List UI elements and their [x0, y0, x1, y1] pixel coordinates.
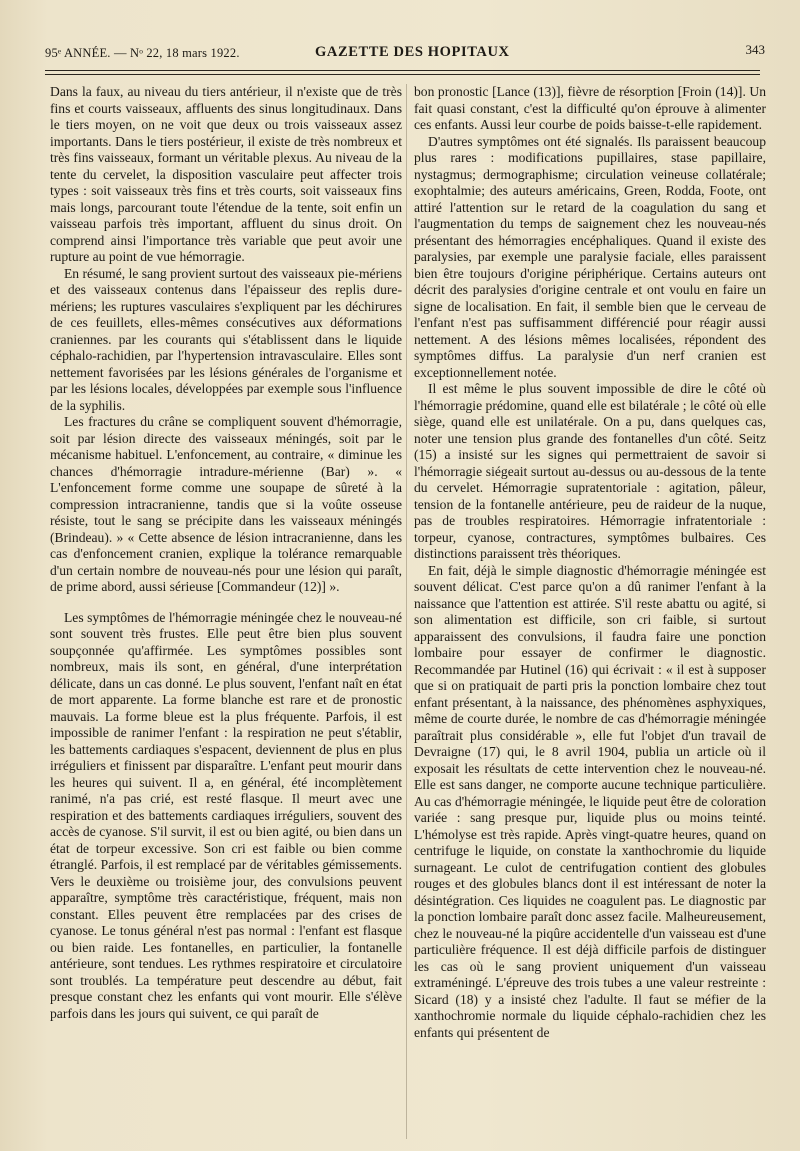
header-rule-top: [45, 70, 760, 71]
paragraph: D'autres symptômes ont été signalés. Ils paraissent beaucoup plus rares : modifications pupillaires, stase papillaire, nystagmus; dermographisme; circulation veineuse collatérale; exophtalmie; des auteurs américains, Green, Rodda, Foote, ont attiré l'attention sur le retard de la coagulation du sang et l'augmentation du temps de saignement chez les nouveau-nés présentant des hémorragies encéphaliques. Quand il existe des paralysies, par exemple une paralysie faciale, elles paraissent bien être toujours d'origine périphérique. Certains auteurs ont décrit des paralysies d'origine centrale et ont voulu en faire un signe de localisation. En fait, il semble bien que le cerveau de l'enfant n'est pas suffisamment différencié pour réagir aussi nettement. A des lésions mêmes localisées, répondent des symptômes diffus. La paralysie d'un nerf cranien est exceptionnellement notée.: [414, 133, 766, 380]
paragraph: Les fractures du crâne se compliquent souvent d'hémorragie, soit par lésion directe des vaisseaux méningés, soit par le mécanisme habituel. L'enfoncement, au contraire, « diminue les chances d'hémorragie intradure-mérienne (Bar) ». « L'enfoncement forme comme une soupape de sûreté à la compression intracranienne, tandis que si la voûte osseuse résiste, tout le sang se précipite dans les vaisseaux méningés (Brindeau). » « Cette absence de lésion intracranienne, dans les cas d'enfoncement cranien, explique la tolérance remarquable d'un certain nombre de nouveau-nés pour une lésion qui paraît, de prime abord, aussi sérieuse [Commandeur (12)] ».: [50, 414, 402, 594]
right-column: [414, 84, 766, 1041]
paragraph: bon pronostic [Lance (13)], fièvre de résorption [Froin (14)]. Un fait quasi constant, c'est la difficulté qu'on éprouve à alimenter ces enfants. Aussi leur courbe de poids baisse-t-elle rapidement.: [414, 84, 766, 132]
header-rule-bottom: [45, 74, 760, 75]
column-divider: [406, 84, 407, 1139]
paragraph: Dans la faux, au niveau du tiers antérieur, il n'existe que de très fins et courts vaisseaux, affluents des sinus longitudinaux. Dans le tiers moyen, on ne voit que deux ou trois vaisseaux assez importants. Dans le tiers postérieur, il existe de très nombreux et très fins vaisseaux, formant un véritable plexus. Au niveau de la tente du cervelet, la disposition vasculaire peut affecter trois types : soit vaisseaux très fins et très courts, soit vaisseaux fins mais longs, parcourant toute l'étendue de la tente, soit enfin un vaisseau parfois très important, affluent du sinus droit. On comprend ainsi l'importance très variable que peut avoir une rupture au point de vue hémorragie.: [50, 84, 402, 264]
journal-title: GAZETTE DES HOPITAUX: [315, 44, 510, 60]
paragraph: Il est même le plus souvent impossible de dire le côté où l'hémorragie prédomine, quand elle est bilatérale ; le côté où elle siège, quand elle est unilatérale. On a pu, dans quelques cas, noter une tension plus grande des fontanelles d'un côté. Seitz (15) a insisté sur les signes qui permettraient de savoir si l'hémorragie siégeait surtout au-dessus ou au-dessous de la tente du cervelet. Hémorragie supratentoriale : agitation, pâleur, tension de la fontanelle antérieure, peu de raideur de la nuque, pas de troubles respiratoires. Hémorragie infratentoriale : torpeur, cyanose, contractures, symptômes bulbaires. Ces distinctions paraissent très théoriques.: [414, 381, 766, 561]
page-number: 343: [745, 42, 765, 57]
paragraph: En fait, déjà le simple diagnostic d'hémorragie méningée est souvent délicat. C'est parce qu'on a dû ranimer l'enfant à la naissance que l'attention est attirée. S'il reste abattu ou agité, si son alimentation est difficile, son cri faible, si surtout apparaissent des convulsions, il faudra faire une ponction lombaire pour essayer de confirmer le diagnostic. Recommandée par Hutinel (16) qui écrivait : « il est à supposer que si on pratiquait de parti pris la ponction lombaire chez tout enfant présentant, à la naissance, des phénomènes asphyxiques, même de courte durée, le nombre de cas d'hémorragie méningée paraîtrait plus considérable », elle fut l'objet d'un travail de Devraigne (17) qui, le 8 avril 1904, publia un article où il exposait les résultats de cette intervention chez le nouveau-né. Elle est sans danger, ne comporte aucune technique particulière. Au cas d'hémorragie méningée, le liquide peut être de coloration variée : sang presque pur, liquide plus ou moins teinté. L'hémolyse est très rapide. Après vingt-quatre heures, quand on centrifuge le liquide, on constate la xanthochromie du liquide surnageant. Le culot de centrifugation contient des globules rouges et des globules blancs dont il est intéressant de noter la désintégration. Ces liquides ne coagulent pas. Le diagnostic par la ponction lombaire paraît donc assez facile. Malheureusement, chez le nouveau-né la piqûre accidentelle d'un vaisseau est d'une particulière fréquence. Il est déjà difficile parfois de distinguer les cas où le sang provient uniquement d'un vaisseau extraméningé. L'épreuve des trois tubes a une valeur restreinte : Sicard (18) y a insisté chez l'adulte. Il faut se méfier de la xanthochromie normale du liquide céphalo-rachidien chez les enfants qui présentent de: [414, 562, 766, 1040]
left-column: [50, 84, 402, 1022]
issue-line: 95ᵉ ANNÉE. — Nᵒ 22, 18 mars 1922.: [45, 46, 240, 60]
page-header: [45, 42, 765, 64]
paragraph: Les symptômes de l'hémorragie méningée chez le nouveau-né sont souvent très frustes. Elle peut être bien plus souvent soupçonnée qu'affirmée. Les symptômes possibles sont nombreux, mais ils sont, en général, d'une interprétation délicate, dans un cas donné. Le plus souvent, l'enfant naît en état de mort apparente. La forme blanche est rare et de pronostic mauvais. La forme bleue est la plus fréquente. Parfois, il est impossible de ranimer l'enfant : la respiration ne peut s'établir, les battements cardiaques s'espacent, deviennent de plus en plus irréguliers et finissent par disparaître. L'enfant peut mourir dans les heures qui suivent. Il a, en général, été incomplètement ranimé, n'a pas crié, est resté flasque. Il meurt avec une respiration et des battements cardiaques irréguliers, souvent des accès de cyanose. S'il survit, il est ou bien agité, ou bien dans un état de torpeur excessive. Son cri est faible ou bien comme étranglé. Parfois, il est remplacé par de véritables gémissements. Vers le deuxième ou troisième jour, des convulsions peuvent apparaître, symptôme très caractéristique, fréquent, mais non constant. Elles peuvent être remplacées par des crises de cyanose. Le tonus général n'est pas normal : l'enfant est flasque ou bien raide. Les fontanelles, en particulier, la fontanelle antérieure, sont tendues. Les rythmes respiratoire et circulatoire sont troublés. La température peut descendre au début, fait presque constant chez les enfants qui vont mourir. Elle s'élève parfois dans les jours qui suivent, ce qui paraît de: [50, 609, 402, 1021]
paragraph: En résumé, le sang provient surtout des vaisseaux pie-mériens et des vaisseaux contenus dans l'épaisseur des replis dure-mériens; les ruptures vasculaires s'expliquent par les déchirures de ces feuillets, elles-mêmes consécutives aux déformations craniennes. par les courants qui s'établissent dans le liquide céphalo-rachidien, par l'hypertension intravasculaire. Elles sont nettement favorisées par les lésions générales de l'organisme et par les lésions locales, développées par exemple sous l'influence de la syphilis.: [50, 265, 402, 413]
